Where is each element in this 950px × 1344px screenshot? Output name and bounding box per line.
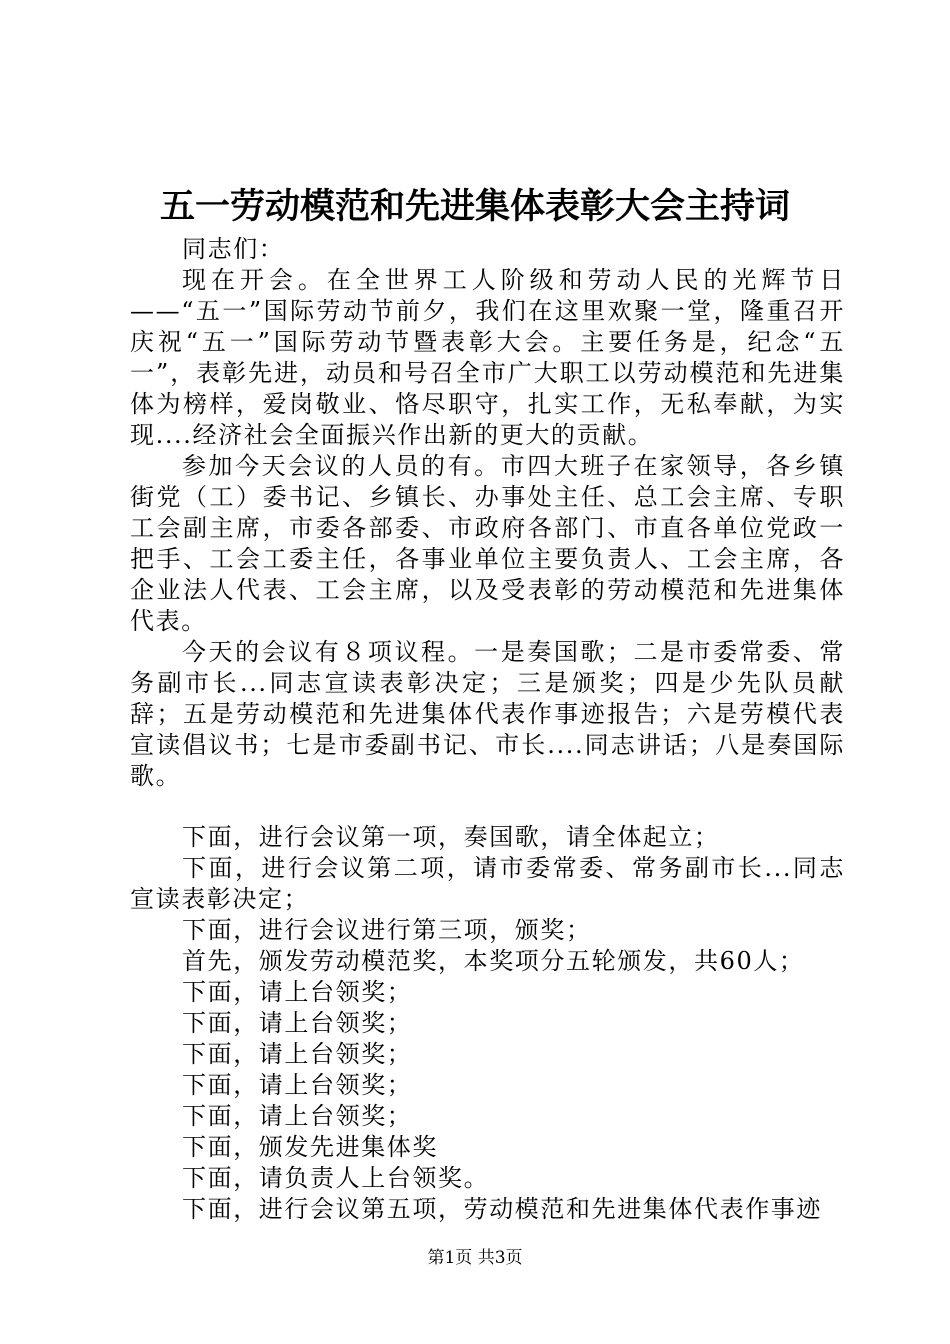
- attendees-paragraph: 参加今天会议的人员的有。市四大班子在家领导，各乡镇街党（工）委书记、乡镇长、办事处主任、总工会主席、专职工会副主席，市委各部委、市政府各部门、市直各单位党政一把手、工会工委主任，各事业单位主要负责人、工会主席，各企业法人代表、工会主席，以及受表彰的劳动模范和先进集体代表。: [130, 452, 845, 635]
- agenda-item: 下面，进行会议第五项，劳动模范和先进集体代表作事迹: [182, 1195, 822, 1223]
- agenda-item: 下面，请负责人上台领奖。: [182, 1164, 490, 1192]
- opening-paragraph: 现在开会。在全世界工人阶级和劳动人民的光辉节日——“五一”国际劳动节前夕，我们在这里欢聚一堂，隆重召开庆祝“五一”国际劳动节暨表彰大会。主要任务是，纪念“五一”，表彰先进，动员和号召全市广大职工以劳动模范和先进集体为榜样，爱岗敬业、恪尽职守，扎实工作，无私奉献，为实现....经济社会全面振兴作出新的更大的贡献。: [130, 266, 845, 449]
- agenda-item: 下面，请上台领奖；: [182, 1102, 413, 1130]
- page-number: 第1页 共3页: [427, 1248, 523, 1268]
- agenda-item: 首先，颁发劳动模范奖，本奖项分五轮颁发，共60人；: [182, 947, 805, 975]
- agenda-item: 下面，请上台领奖；: [182, 1071, 413, 1099]
- agenda-paragraph: 今天的会议有８项议程。一是奏国歌；二是市委常委、常务副市长...同志宣读表彰决定；三是颁奖；四是少先队员献辞；五是劳动模范和先进集体代表作事迹报告；六是劳模代表宣读倡议书；七是市委副书记、市长....同志讲话；八是奏国际歌。: [130, 638, 845, 790]
- document-body: [130, 234, 845, 1225]
- agenda-item: 下面，请上台领奖；: [182, 978, 413, 1006]
- salutation: 同志们：: [182, 235, 285, 263]
- paragraph-gap: [130, 792, 845, 822]
- agenda-item: 下面，进行会议第二项，请市委常委、常务副市长...同志宣读表彰决定；: [130, 854, 845, 913]
- agenda-item: 下面，请上台领奖；: [182, 1009, 413, 1037]
- document-title: 五一劳动模范和先进集体表彰大会主持词: [159, 186, 790, 227]
- agenda-item: 下面，进行会议进行第三项，颁奖；: [182, 916, 592, 944]
- agenda-item: 下面，颁发先进集体奖: [182, 1133, 438, 1161]
- agenda-item: 下面，请上台领奖；: [182, 1040, 413, 1068]
- agenda-item: 下面，进行会议第一项，奏国歌，请全体起立；: [182, 823, 720, 851]
